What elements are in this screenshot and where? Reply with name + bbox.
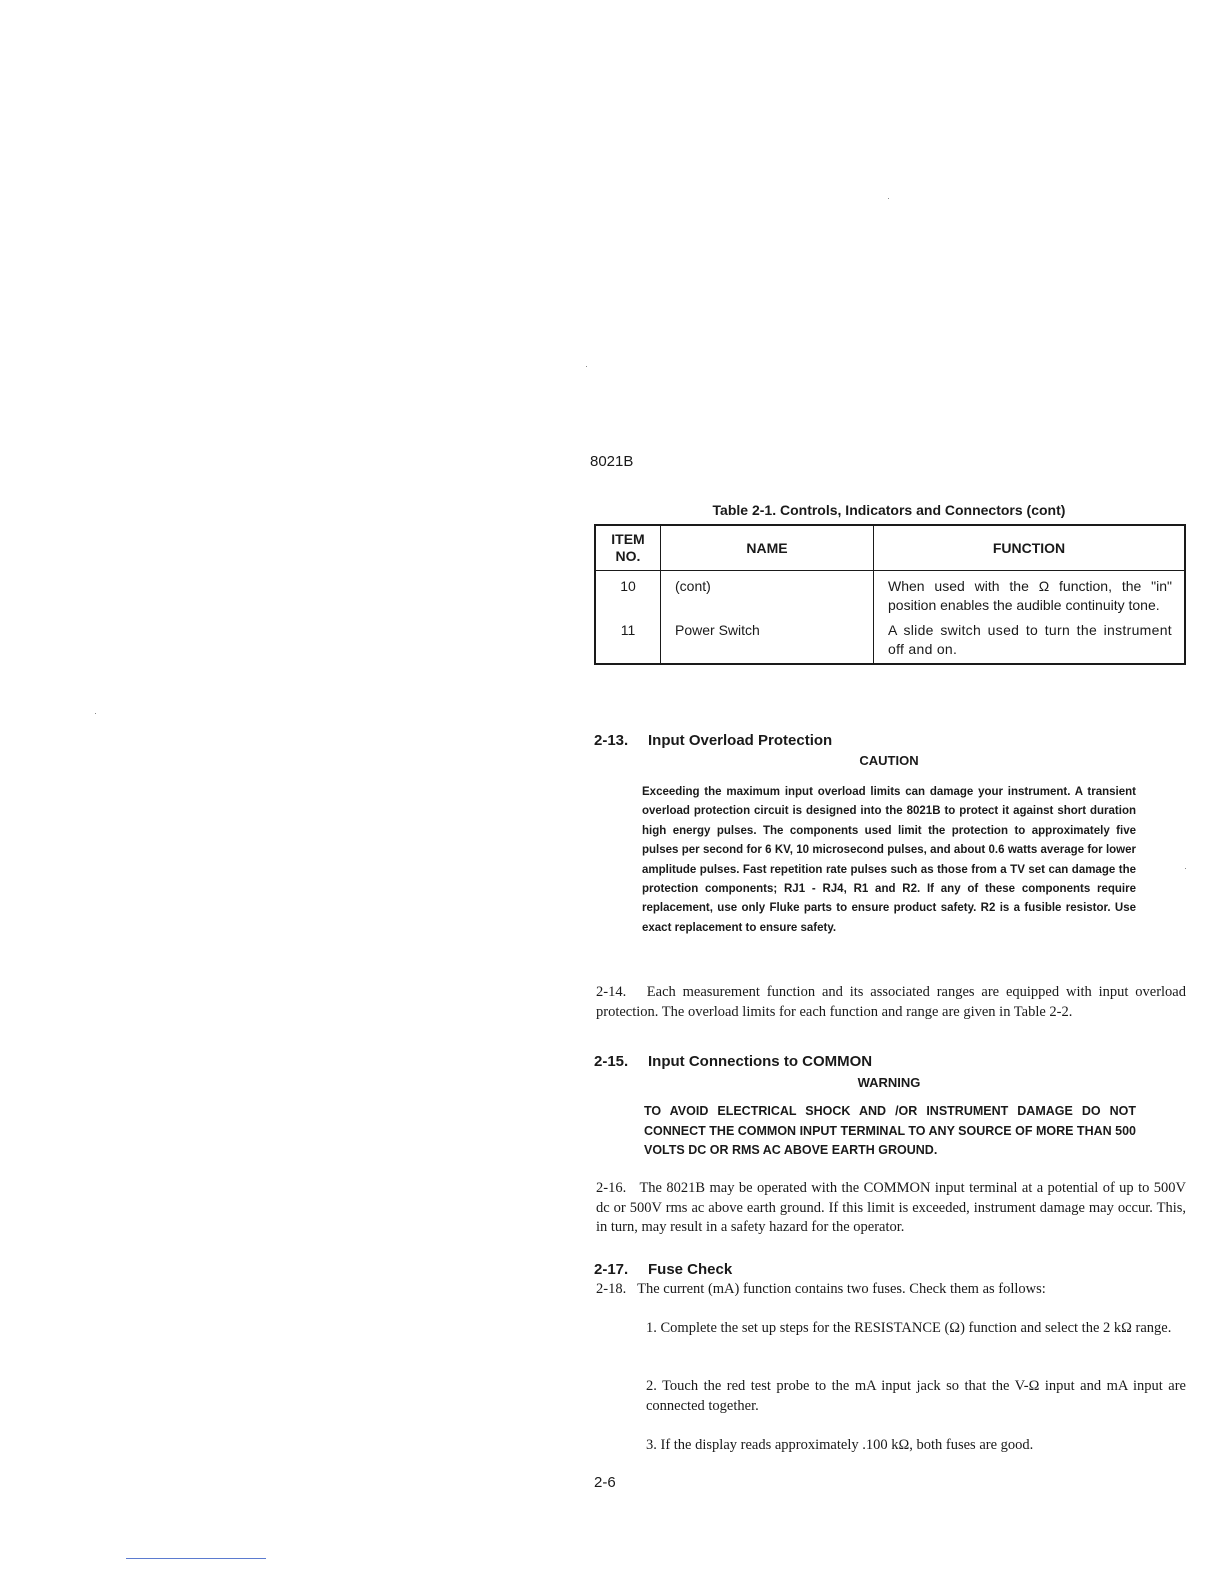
model-number: 8021B bbox=[590, 453, 634, 470]
paragraph-number: 2-16. bbox=[596, 1180, 627, 1196]
section-heading-2-15 bbox=[594, 1053, 872, 1070]
scan-speck bbox=[1185, 868, 1186, 869]
step-item: 3. If the display reads approximately .100 kΩ, both fuses are good. bbox=[646, 1437, 1034, 1453]
paragraph-body: Each measurement function and its associated ranges are equipped with input overload protection. The overload limits for each function and range are given in Table 2-2. bbox=[596, 984, 1186, 1020]
scan-speck bbox=[95, 713, 96, 714]
paragraph-text bbox=[596, 983, 1186, 1022]
column-header-function: FUNCTION bbox=[874, 525, 1186, 571]
cell-item: 11 bbox=[595, 619, 661, 664]
cell-function: When used with the Ω function, the "in" position enables the audible continuity tone. bbox=[874, 571, 1186, 620]
scan-edge-line bbox=[126, 1558, 266, 1559]
table-row bbox=[595, 571, 1185, 620]
column-header-item: ITEM NO. bbox=[595, 525, 661, 571]
section-number: 2-13. bbox=[594, 732, 629, 749]
paragraph-2-14 bbox=[596, 983, 1186, 1022]
section-heading-2-13 bbox=[594, 732, 832, 749]
table-row bbox=[595, 619, 1185, 664]
paragraph-2-18 bbox=[596, 1280, 1186, 1300]
page-number: 2-6 bbox=[594, 1474, 616, 1491]
paragraph-body: The 8021B may be operated with the COMMON input terminal at a potential of up to 500V dc or 500V rms ac above earth ground. If this limit is exceeded, instrument damage may occur. This, in turn, may result in a safety hazard for the operator. bbox=[596, 1180, 1186, 1235]
table-header-row bbox=[595, 525, 1185, 571]
section-title: Input Overload Protection bbox=[648, 732, 833, 749]
cell-item: 10 bbox=[595, 571, 661, 620]
controls-table bbox=[594, 524, 1186, 665]
warning-text: TO AVOID ELECTRICAL SHOCK AND /OR INSTRUMENT DAMAGE DO NOT CONNECT THE COMMON INPUT TERMINAL TO ANY SOURCE OF MORE THAN 500 VOLTS DC OR RMS AC ABOVE EARTH GROUND. bbox=[644, 1104, 1136, 1157]
column-header-name: NAME bbox=[661, 525, 874, 571]
section-number: 2-15. bbox=[594, 1053, 629, 1070]
scan-speck bbox=[888, 198, 889, 199]
paragraph-body: The current (mA) function contains two fuses. Check them as follows: bbox=[637, 1281, 1046, 1297]
section-title: Fuse Check bbox=[648, 1261, 733, 1278]
section-title: Input Connections to COMMON bbox=[648, 1053, 873, 1070]
section-heading-2-17 bbox=[594, 1261, 732, 1278]
paragraph-text bbox=[596, 1179, 1186, 1238]
step-item: 1. Complete the set up steps for the RESISTANCE (Ω) function and select the 2 kΩ range. bbox=[646, 1320, 1172, 1336]
caution-text: Exceeding the maximum input overload limits can damage your instrument. A transient overload protection circuit is designed into the 8021B to protect it against short duration high energy pulses. The components used limit the protection to approximately five pulses per second for 6 KV, 10 microsecond pulses, and about 0.6 watts average for lower amplitude pulses. Fast repetition rate pulses such as those from a TV set can damage the protection components; RJ1 - RJ4, R1 and R2. If any of these components require replacement, use only Fluke parts to ensure product safety. R2 is a fusible resistor. Use exact replacement to ensure safety. bbox=[642, 786, 1136, 934]
paragraph-number: 2-18. bbox=[596, 1281, 627, 1297]
section-number: 2-17. bbox=[594, 1261, 629, 1278]
caution-label: CAUTION bbox=[859, 753, 919, 768]
table-caption: Table 2-1. Controls, Indicators and Connectors (cont) bbox=[712, 502, 1066, 518]
cell-name: Power Switch bbox=[661, 619, 874, 664]
cell-name: (cont) bbox=[661, 571, 874, 620]
cell-function: A slide switch used to turn the instrument off and on. bbox=[874, 619, 1186, 664]
scan-speck bbox=[586, 366, 587, 367]
paragraph-number: 2-14. bbox=[596, 984, 627, 1000]
warning-label: WARNING bbox=[857, 1075, 921, 1090]
step-item: 2. Touch the red test probe to the mA input jack so that the V-Ω input and mA input are connected together. bbox=[646, 1378, 1186, 1414]
paragraph-2-16 bbox=[596, 1179, 1186, 1238]
